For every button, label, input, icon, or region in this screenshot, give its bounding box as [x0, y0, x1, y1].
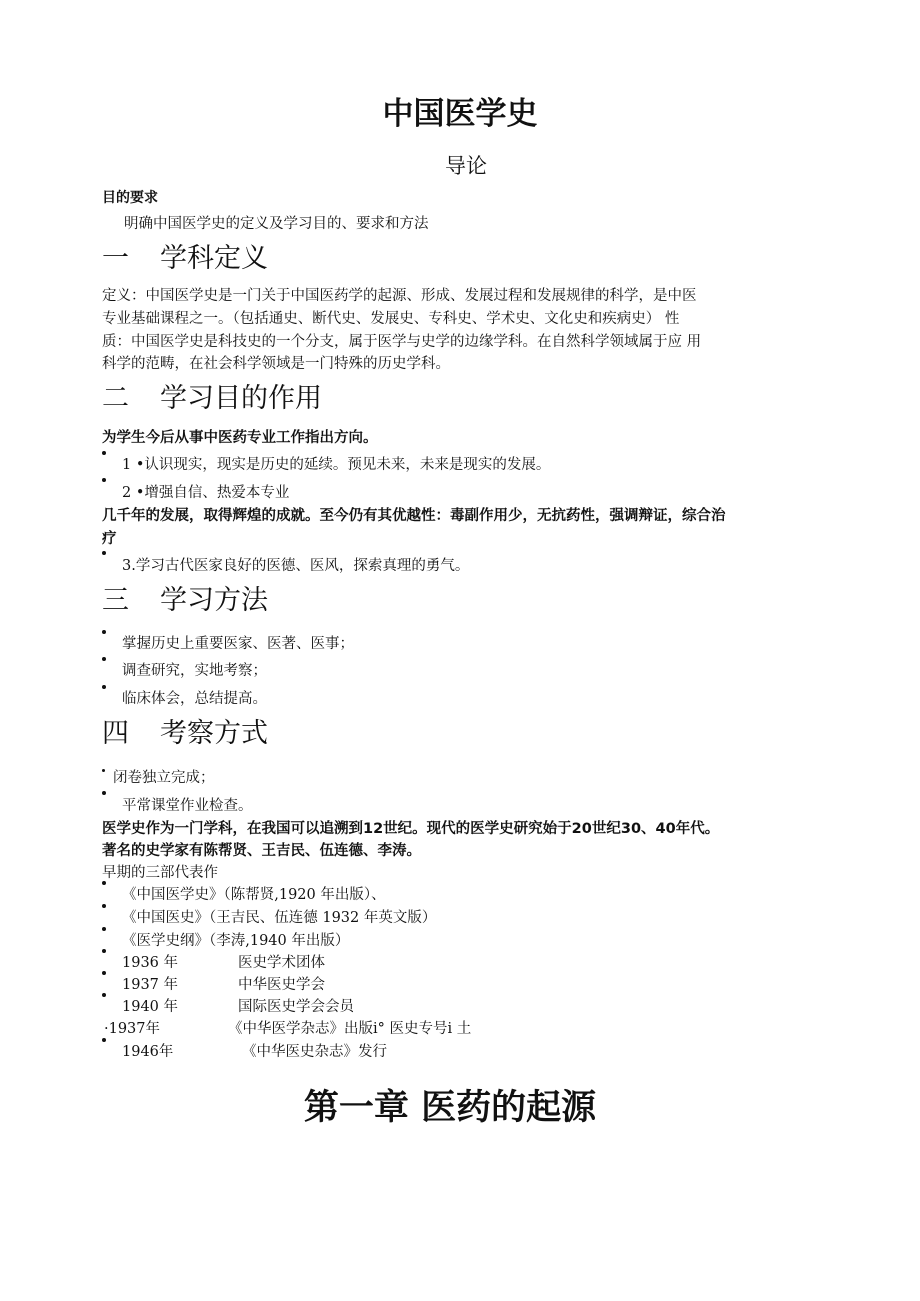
objectives-text: 明确中国医学史的定义及学习目的、要求和方法 — [124, 216, 429, 232]
history-line-1: 医学史作为一门学科，在我国可以追溯到12世纪。现代的医学史研究始于20世纪30、40年代。 — [102, 821, 720, 837]
event-year: 1946年 — [122, 1044, 174, 1060]
bullet-icon — [102, 630, 106, 634]
method-item-2: 调查研究，实地考察； — [122, 663, 267, 679]
event-row-2 — [122, 973, 325, 994]
section-3-title: 学习方法 — [160, 585, 268, 616]
bullet-icon — [102, 791, 106, 795]
event-text: 中华医史学会 — [238, 977, 325, 993]
early-work-1: 《中国医学史》（陈帮贤,1920 年出版）、 — [122, 887, 386, 903]
section-3-number: 三 — [102, 585, 129, 616]
bullet-icon — [102, 451, 106, 455]
early-work-2: 《中国医史》（王吉民、伍连德 1932 年英文版） — [122, 910, 437, 926]
bullet-icon — [102, 1038, 106, 1042]
section-2-lead: 为学生今后从事中医药专业工作指出方向。 — [102, 430, 378, 446]
event-year: 1940 年 — [122, 999, 179, 1015]
bullet-icon — [102, 881, 106, 885]
exam-item-1: 闭卷独立完成； — [113, 770, 215, 786]
bullet-icon — [102, 971, 106, 975]
section-4-heading — [102, 711, 268, 750]
event-text: 医史学术团体 — [238, 955, 325, 971]
definition-line-2: 专业基础课程之一。（包括通史、断代史、发展史、专科史、学术史、文化史和疾病史） 性 — [102, 311, 680, 327]
event-row-5 — [122, 1040, 387, 1061]
definition-line-1: 定义：中国医学史是一门关于中国医药学的起源、形成、发展过程和发展规律的科学，是中医 — [102, 288, 697, 304]
event-row-1 — [122, 951, 325, 972]
bullet-icon — [102, 657, 106, 661]
achievement-line-2: 疗 — [102, 531, 117, 547]
section-4-number: 四 — [102, 718, 129, 749]
early-work-3: 《医学史纲》（李涛,1940 年出版） — [122, 933, 350, 949]
section-1-number: 一 — [102, 243, 129, 274]
section-1-heading — [102, 236, 268, 275]
bullet-icon — [102, 993, 106, 997]
section-1-title: 学科定义 — [160, 243, 268, 274]
bullet-icon — [102, 551, 106, 555]
exam-item-2: 平常课堂作业检查。 — [122, 798, 253, 814]
section-3-heading — [102, 578, 268, 617]
event-year: 1936 年 — [122, 955, 179, 971]
early-works-label: 早期的三部代表作 — [102, 865, 218, 881]
purpose-item-1: 1 •认识现实，现实是历史的延续。预见未来，未来是现实的发展。 — [122, 457, 551, 473]
bullet-icon — [102, 769, 105, 772]
chapter-1-title: 第一章 医药的起源 — [303, 1088, 597, 1128]
section-2-number: 二 — [102, 383, 129, 414]
objectives-label: 目的要求 — [102, 190, 158, 206]
method-item-1: 掌握历史上重要医家、医著、医事； — [122, 636, 354, 652]
event-row-4 — [104, 1017, 471, 1038]
event-text: 《中华医史杂志》发行 — [242, 1044, 387, 1060]
event-text: 国际医史学会会员 — [238, 999, 354, 1015]
section-2-title: 学习目的作用 — [160, 383, 322, 414]
document-title: 中国医学史 — [382, 96, 538, 132]
bullet-icon — [102, 904, 106, 908]
section-4-title: 考察方式 — [160, 718, 268, 749]
intro-heading: 导论 — [445, 154, 487, 178]
event-year: ·1937年 — [104, 1021, 161, 1037]
purpose-item-3: 3.学习古代医家良好的医德、医风，探索真理的勇气。 — [122, 558, 470, 574]
event-text: 《中华医学杂志》出版i° 医史专号i 土 — [228, 1021, 472, 1037]
method-item-3: 临床体会，总结提高。 — [122, 691, 267, 707]
definition-line-3: 质：中国医学史是科技史的一个分支，属于医学与史学的边缘学科。在自然科学领域属于应 用 — [102, 334, 702, 350]
bullet-icon — [102, 927, 106, 931]
history-line-2: 著名的史学家有陈帮贤、王吉民、伍连德、李涛。 — [102, 843, 421, 859]
definition-line-4: 科学的范畴，在社会科学领域是一门特殊的历史学科。 — [102, 356, 450, 372]
bullet-icon — [102, 949, 106, 953]
bullet-icon — [102, 478, 106, 482]
event-row-3 — [122, 995, 354, 1016]
achievement-line-1: 几千年的发展，取得辉煌的成就。至今仍有其优越性：毒副作用少，无抗药性，强调辩证，综合治 — [102, 508, 726, 524]
purpose-item-2: 2 •增强自信、热爱本专业 — [122, 485, 290, 501]
event-year: 1937 年 — [122, 977, 179, 993]
section-2-heading — [102, 376, 322, 415]
bullet-icon — [102, 685, 106, 689]
